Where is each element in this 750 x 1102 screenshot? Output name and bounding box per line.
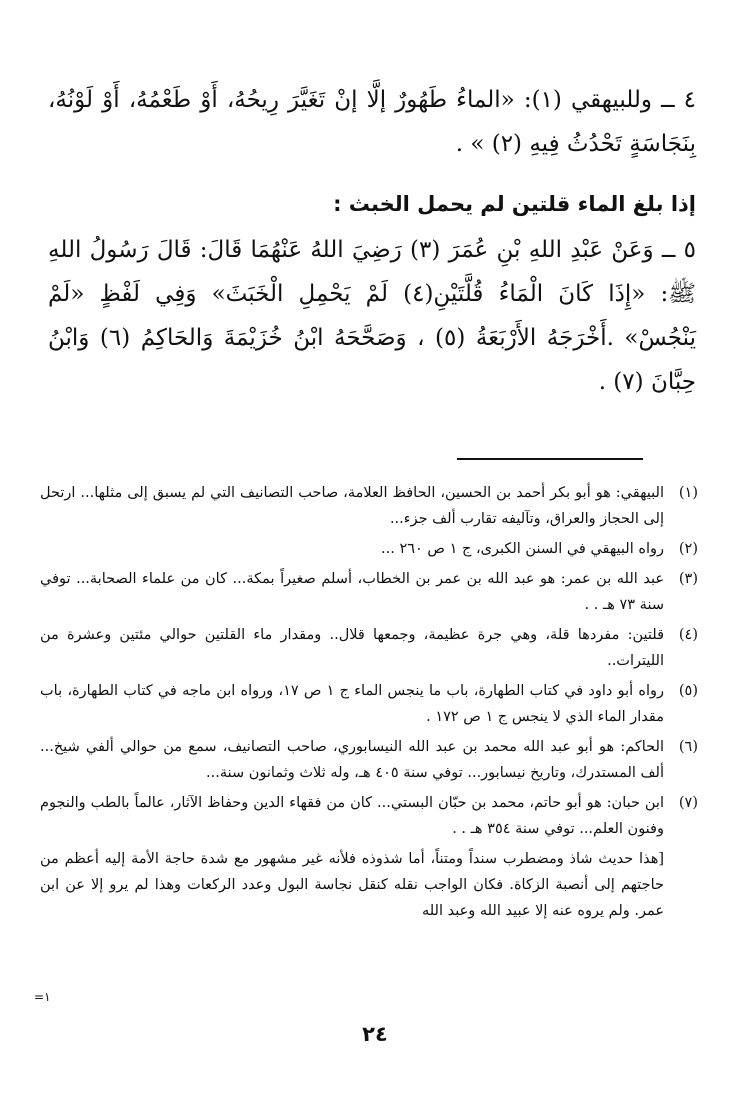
footnote-number: (١) [678,485,698,501]
section-heading: إذا بلغ الماء قلتين لم يحمل الخبث : [333,192,696,216]
footnote-text: قلتين: مفردها قلة، وهي جرة عظيمة، وجمعها قلال.. ومقدار ماء القلتين حوالي مئتين وعشرة من الليترات.. [40,627,664,669]
footnotes [40,480,698,924]
continuation-mark: =١ [34,990,51,1004]
footnote-2 [40,536,698,562]
footnote-number: (٢) [678,541,698,557]
footnote-number: (٣) [678,571,698,587]
footnote-number: (٤) [678,627,698,643]
footnote-text: ابن حبان: هو أبو حاتم، محمد بن حبّان البستي... كان من فقهاء الدين وحفاظ الآثار، عالماً بالطب والنجوم وفنون العلم... توفي سنة ٣٥٤ هـ . . [40,795,664,837]
footnote-6 [40,734,698,786]
paragraph-5: ٥ ــ وَعَنْ عَبْدِ اللهِ بْنِ عُمَرَ (٣) رَضِيَ اللهُ عَنْهُمَا قَالَ: قَالَ رَسُولُ اللهِ ﷺ: «إِذَا كَانَ الْمَاءُ قُلَّتَيْنِ(٤) لَمْ يَحْمِلِ الْخَبَثَ» وَفِي لَفْظٍ «لَمْ يَنْجُسْ» .أَخْرَجَهُ الأَرْبَعَةُ (٥) ، وَصَحَّحَهُ ابْنُ خُزَيْمَةَ وَالحَاكِمُ (٦) وَابْنُ حِبَّانَ (٧) . [48,237,696,395]
footnote-separator [457,458,643,460]
page-number: ٢٤ [362,1022,388,1046]
footnote-text: عبد الله بن عمر: هو عبد الله بن عمر بن الخطاب، أسلم صغيراً بمكة... كان من علماء الصحابة... توفي سنة ٧٣ هـ . . [40,571,664,613]
footnote-number: (٧) [678,795,698,811]
footnote-text: الحاكم: هو أبو عبد الله محمد بن عبد الله النيسابوري، صاحب التصانيف، سمع من حوالي ألفي شيخ... ألف المستدرك، وتاريخ نيسابور... توفي سنة ٤٠٥ هـ، وله ثلاث وثمانون سنة... [40,739,664,781]
footnote-text: رواه أبو داود في كتاب الطهارة، باب ما ينجس الماء ج ١ ص ١٧، ورواه ابن ماجه في كتاب الطهارة، باب مقدار الماء الذي لا ينجس ج ١ ص ١٧٢ . [40,683,664,725]
footnote-3 [40,566,698,618]
footnote-number: (٦) [678,739,698,755]
editorial-comment: [هذا حديث شاذ ومضطرب سنداً ومتناً، أما شذوذه فلأنه غير مشهور مع شدة حاجة الأمة إليه أعظم من حاجتهم إلى أنصبة الزكاة. فكان الواجب نقله كنقل نجاسة البول وعدد الركعات وهذا لم يرو إلا عن ابن عمر. ولم يروه عنه إلا عبيد الله وعبد الله [40,851,664,919]
footnote-5 [40,678,698,730]
footnote-number: (٥) [678,683,698,699]
footnote-1 [40,480,698,532]
footnote-7 [40,790,698,842]
main-text [48,78,696,404]
footnote-text: البيهقي: هو أبو بكر أحمد بن الحسين، الحافظ العلامة، صاحب التصانيف التي لم يسبق إلى مثلها... ارتحل إلى الحجاز والعراق، وتآليفه تقارب ألف جزء... [40,485,664,527]
footnote-4 [40,622,698,674]
paragraph-4: ٤ ــ وللبيهقي (١): «الماءُ طَهُورٌ إلَّا إنْ تَغَيَّرَ رِيحُهُ، أَوْ طَعْمُهُ، أَوْ لَوْنُهُ، بِنَجَاسَةٍ تَحْدُثُ فِيهِ (٢) » . [48,87,696,157]
footnote-text: رواه البيهقي في السنن الكبرى، ج ١ ص ٢٦٠ ... [381,541,664,557]
